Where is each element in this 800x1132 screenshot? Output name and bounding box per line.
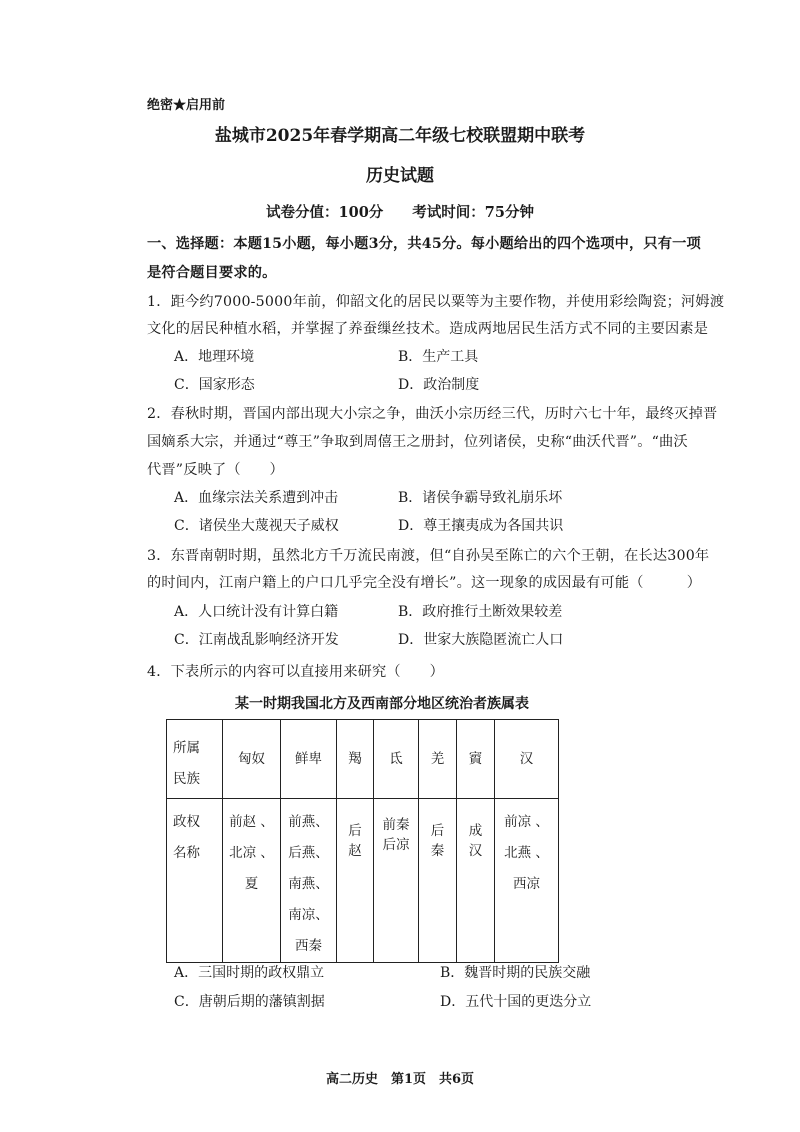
ethnic-regime-table — [166, 719, 559, 963]
q3-option-a: A．人口统计没有计算白籍 — [174, 604, 339, 620]
q4-stem-line1: 4．下表所示的内容可以直接用来研究（ ） — [147, 664, 444, 680]
q3-stem-line2: 的时间内，江南户籍上的户口几乎完全没有增长”。这一现象的成因最有可能（ ） — [147, 575, 702, 591]
table-cell: 后 赵 — [337, 799, 374, 963]
q2-option-d: D．尊王攘夷成为各国共识 — [398, 518, 564, 534]
col-header: 羌 — [419, 720, 457, 799]
subject-title: 历史试题 — [366, 166, 434, 186]
section-instruction-line2: 是符合题目要求的。 — [147, 265, 277, 281]
q4-option-d: D．五代十国的更迭分立 — [440, 994, 592, 1010]
col-header: 鲜卑 — [281, 720, 337, 799]
page-footer: 高二历史 第1页 共6页 — [325, 1072, 475, 1087]
q3-stem-line1: 3．东晋南朝时期，虽然北方千万流民南渡，但“自孙吴至陈亡的六个王朝，在长达300年 — [147, 548, 710, 564]
row-header-regime: 政权 名称 — [167, 799, 223, 963]
table-cell: 前燕、 后燕、 南燕、 南凉、 西秦 — [281, 799, 337, 963]
table-body-row — [167, 799, 559, 963]
q1-stem-line1: 1．距今约7000-5000年前，仰韶文化的居民以粟等为主要作物，并使用彩绘陶瓷；河姆渡 — [147, 294, 725, 310]
col-header: 氐 — [374, 720, 419, 799]
col-header: 賨 — [457, 720, 495, 799]
table-cell: 后 秦 — [419, 799, 457, 963]
q1-option-d: D．政治制度 — [398, 377, 480, 393]
q2-stem-line3: 代晋”反映了（ ） — [147, 462, 284, 478]
q1-stem-line2: 文化的居民种植水稻，并掌握了养蚕缫丝技术。造成两地居民生活方式不同的主要因素是 — [147, 321, 709, 337]
table-cell: 成 汉 — [457, 799, 495, 963]
section-instruction-line1: 一、选择题：本题15小题，每小题3分，共45分。每小题给出的四个选项中，只有一项 — [147, 236, 701, 252]
q1-option-b: B．生产工具 — [398, 349, 479, 365]
q2-option-c: C．诸侯坐大蔑视天子威权 — [174, 518, 339, 534]
confidential-label: 绝密★启用前 — [147, 98, 226, 113]
col-header: 汉 — [495, 720, 559, 799]
q4-option-c: C．唐朝后期的藩镇割据 — [174, 994, 325, 1010]
exam-title: 盐城市2025年春学期高二年级七校联盟期中联考 — [214, 126, 586, 146]
row-header-ethnicity: 所属 民族 — [167, 720, 223, 799]
col-header: 羯 — [337, 720, 374, 799]
exam-info: 试卷分值：100分 考试时间：75分钟 — [266, 204, 534, 221]
table-header-row — [167, 720, 559, 799]
q1-option-a: A．地理环境 — [174, 349, 255, 365]
q3-option-b: B．政府推行土断效果较差 — [398, 604, 563, 620]
q2-option-a: A．血缘宗法关系遭到冲击 — [174, 490, 339, 506]
q2-option-b: B．诸侯争霸导致礼崩乐坏 — [398, 490, 563, 506]
q2-stem-line2: 国嫡系大宗，并通过“尊王”争取到周僖王之册封，位列诸侯，史称“曲沃代晋”。“曲沃 — [147, 434, 688, 450]
q3-option-d: D．世家大族隐匿流亡人口 — [398, 632, 564, 648]
q4-option-b: B．魏晋时期的民族交融 — [440, 965, 591, 981]
q3-option-c: C．江南战乱影响经济开发 — [174, 632, 339, 648]
table-cell: 前赵 、 北凉 、 夏 — [223, 799, 281, 963]
q1-option-c: C．国家形态 — [174, 377, 255, 393]
table-title: 某一时期我国北方及西南部分地区统治者族属表 — [235, 696, 529, 712]
table-cell: 前秦 后凉 — [374, 799, 419, 963]
col-header: 匈奴 — [223, 720, 281, 799]
q4-option-a: A．三国时期的政权鼎立 — [174, 965, 325, 981]
q2-stem-line1: 2．春秋时期，晋国内部出现大小宗之争，曲沃小宗历经三代，历时六七十年，最终灭掉晋 — [147, 406, 718, 422]
table-cell: 前凉 、 北燕 、 西凉 — [495, 799, 559, 963]
